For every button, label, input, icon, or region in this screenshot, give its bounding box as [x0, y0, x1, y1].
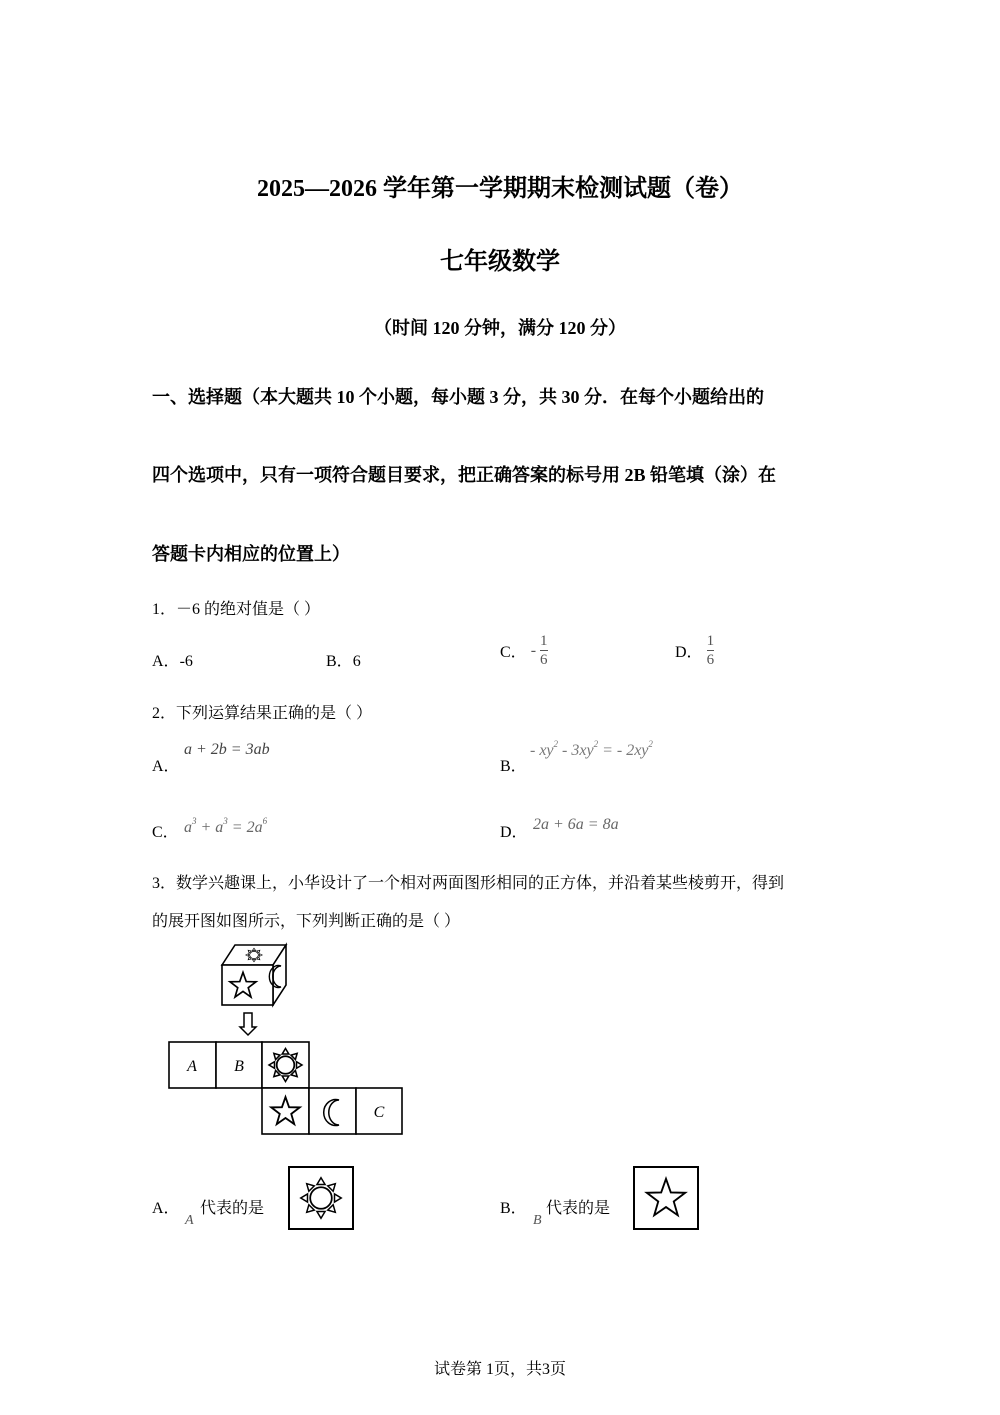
q1-option-b [326, 648, 361, 671]
q1-stem: 1．－6 的绝对值是（ ） [152, 601, 321, 618]
section-heading-line2: 四个选项中，只有一项符合题目要求，把正确答案的标号用 2B 铅笔填（涂）在 [152, 465, 777, 485]
q2-option-b-part2: - 3xy [558, 742, 594, 759]
q3-option-a-var: A [185, 1213, 194, 1228]
q2-option-b-exp3: 2 [648, 739, 653, 749]
q2-option-d-expr: 2a + 6a = 8a [533, 816, 619, 833]
section-heading-line1: 一、选择题（本大题共 10 个小题，每小题 3 分，共 30 分．在每个小题给出的 [152, 387, 764, 407]
q2-option-b-label: B． [500, 758, 527, 775]
q1-option-b-label: B． [326, 653, 353, 670]
q2-option-c-label: C． [152, 824, 179, 841]
q1-option-a-value: -6 [179, 653, 193, 670]
q2-option-c-exp2: 3 [223, 816, 228, 826]
q2-option-b-expr [530, 739, 653, 760]
net-label-b: B [234, 1058, 244, 1075]
q1-option-a-label: A． [152, 653, 180, 670]
q3-option-b-var: B [533, 1213, 542, 1228]
q2-option-b-exp1: 2 [553, 739, 559, 749]
cube-icon [222, 945, 286, 1005]
q2-option-c-part2: + a [196, 819, 224, 836]
q3-stem-line2: 的展开图如图所示，下列判断正确的是（ ） [152, 913, 461, 930]
exam-title: 2025—2026 学年第一学期期末检测试题（卷） [257, 176, 743, 202]
q3-option-a-text: 代表的是 [200, 1200, 265, 1217]
q2-option-c-expr [184, 816, 267, 837]
q2-option-c-exp1: 3 [192, 816, 197, 826]
q1-option-d-fraction [707, 632, 715, 669]
q1-option-c-numerator: 1 [540, 633, 548, 649]
q3-stem-line1: 3．数学兴趣课上，小华设计了一个相对两面图形相同的正方体，并沿着某些棱剪开，得到 [152, 875, 785, 892]
exam-subtitle: 七年级数学 [440, 249, 560, 275]
q2-stem: 2．下列运算结果正确的是（ ） [152, 705, 373, 722]
q3-option-b-label: B． [500, 1200, 527, 1217]
q1-option-c [500, 632, 548, 669]
q1-option-a [152, 648, 193, 671]
net-label-c: C [373, 1104, 385, 1121]
q1-option-d-denominator: 6 [706, 652, 715, 668]
q2-option-b-part1: - xy [530, 742, 554, 759]
q2-option-d-label: D． [500, 824, 528, 841]
q2-option-b-part3: = - 2xy [598, 742, 649, 759]
q1-option-c-denominator: 6 [540, 652, 548, 668]
q1-option-b-value: 6 [352, 653, 361, 670]
q1-option-d [675, 632, 714, 669]
q3-option-b-text: 代表的是 [546, 1200, 611, 1217]
section-heading-line3: 答题卡内相应的位置上） [152, 544, 350, 564]
page-footer: 试卷第 1页，共3页 [433, 1361, 566, 1378]
cube-net-figure [160, 940, 420, 1145]
sun-icon [288, 1166, 354, 1230]
q1-option-c-label: C． [500, 644, 527, 661]
q2-option-a-expr: a + 2b = 3ab [184, 741, 270, 758]
q2-option-c-part1: a [184, 819, 192, 836]
net-label-a: A [187, 1058, 197, 1075]
q1-option-c-fraction [540, 632, 548, 669]
q2-option-a-label: A． [152, 758, 180, 775]
q2-option-c-exp3: 6 [262, 816, 268, 826]
q1-option-d-numerator: 1 [706, 633, 715, 649]
q2-option-b-exp2: 2 [593, 739, 599, 749]
time-note: （时间 120 分钟，满分 120 分） [374, 318, 626, 338]
q1-option-d-label: D． [675, 644, 703, 661]
q1-option-c-sign: - [530, 641, 537, 659]
q3-option-a-label: A． [152, 1200, 180, 1217]
down-arrow-icon [240, 1013, 256, 1035]
star-icon [633, 1166, 699, 1230]
q2-option-c-part3: = 2a [227, 819, 263, 836]
